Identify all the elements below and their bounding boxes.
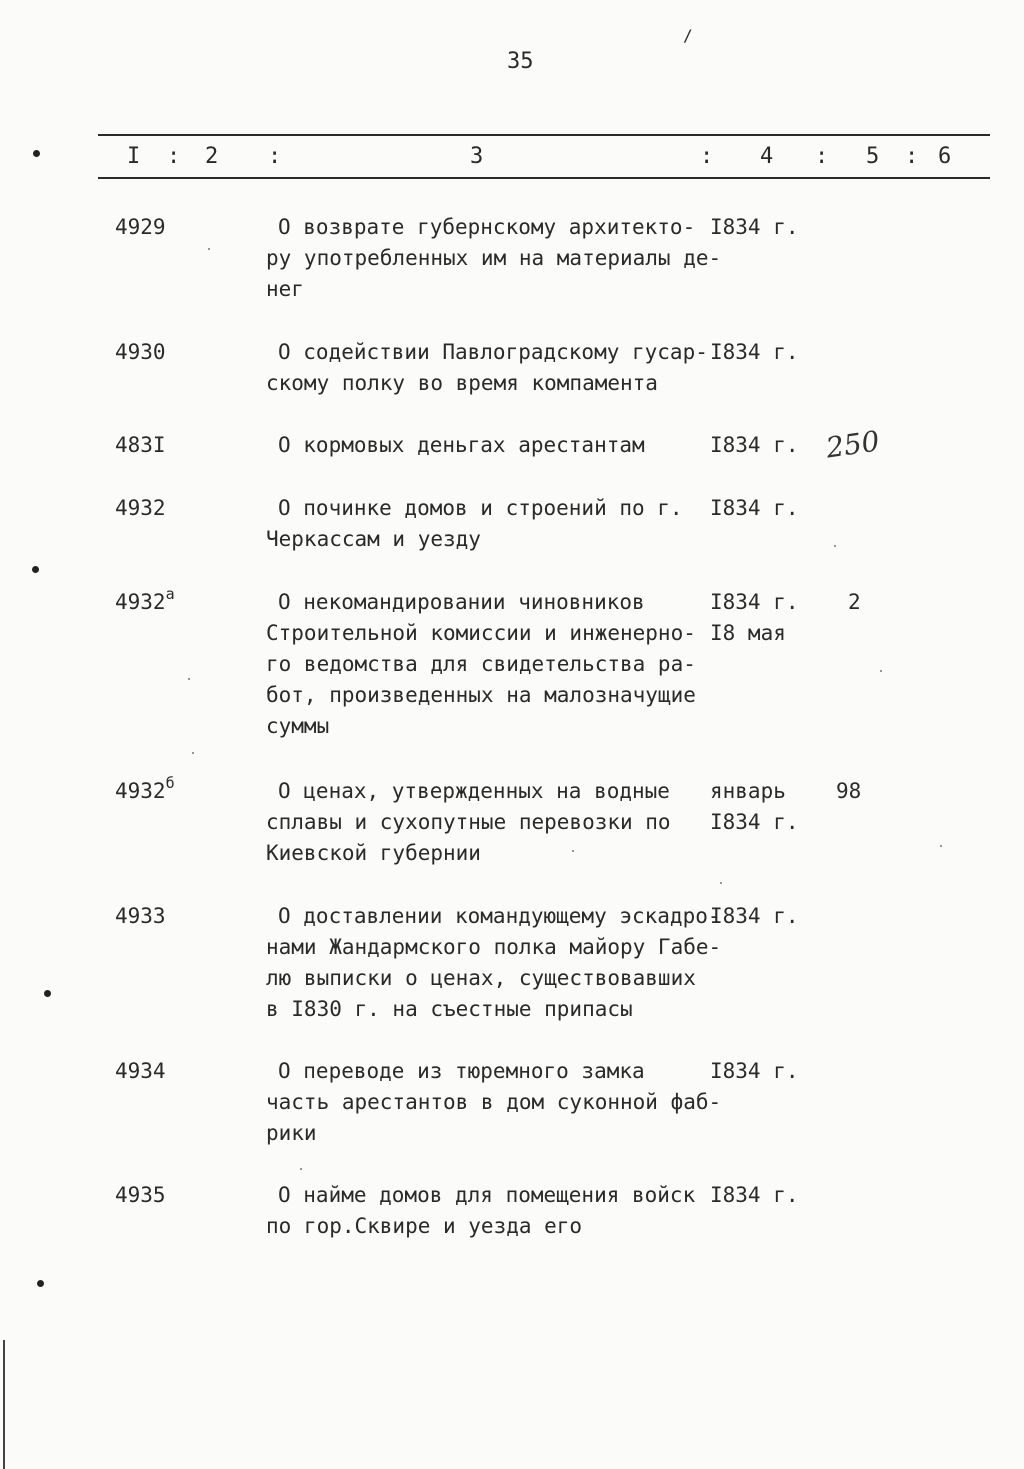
scan-speck <box>834 545 836 547</box>
col-sep-5: : <box>905 144 919 169</box>
record-date <box>710 1180 799 1211</box>
scan-speck <box>192 752 194 754</box>
description-line: ру употребленных им на материалы де- <box>266 246 722 270</box>
description-line: нами Жандармского полка майору Габе- <box>266 935 722 959</box>
date-line: I8 мая <box>710 621 786 645</box>
col-3-label: 3 <box>470 144 484 169</box>
record-date <box>710 587 799 649</box>
binder-hole-dot <box>44 990 51 997</box>
scan-speck <box>188 678 190 680</box>
binder-hole-dot <box>32 566 39 573</box>
description-line: О некомандировании чиновников <box>278 590 645 614</box>
col-sep-4: : <box>815 144 829 169</box>
record-number: 4932 <box>115 496 166 520</box>
record-description <box>266 493 736 555</box>
col-2-label: 2 <box>205 144 219 169</box>
scan-speck <box>572 850 574 852</box>
description-line: О доставлении командующему эскадро- <box>278 904 721 928</box>
date-line: I834 г. <box>710 590 799 614</box>
header-top-rule <box>98 134 990 136</box>
scan-speck <box>208 248 210 250</box>
description-line: часть арестантов в дом суконной фаб- <box>266 1090 722 1114</box>
record-number-suffix: а <box>165 585 175 603</box>
scan-speck <box>940 845 942 847</box>
date-line: I834 г. <box>710 1183 799 1207</box>
date-line: I834 г. <box>710 496 799 520</box>
description-line: О содействии Павлоградскому гусар- <box>278 340 708 364</box>
record-description <box>266 1056 736 1149</box>
record-description <box>266 587 736 742</box>
description-line: О переводе из тюремного замка <box>278 1059 645 1083</box>
description-line: суммы <box>266 714 330 738</box>
date-line: I834 г. <box>710 904 799 928</box>
description-line: лю выписки о ценах, существовавших <box>266 966 696 990</box>
description-line: сплавы и сухопутные перевозки по <box>266 810 671 834</box>
description-line: О кормовых деньгах арестантам <box>278 433 645 457</box>
handwritten-note: 250 <box>823 424 882 465</box>
description-line: скому полку во время компамента <box>266 371 658 395</box>
record-number-suffix: б <box>165 774 175 792</box>
record-pages: 98 <box>836 779 862 803</box>
record-date <box>710 1056 799 1087</box>
date-line: I834 г. <box>710 810 799 834</box>
description-line: по гор.Сквире и уезда его <box>266 1214 583 1238</box>
scan-edge-line <box>3 1340 5 1469</box>
record-date <box>710 430 799 461</box>
col-4-label: 4 <box>760 144 774 169</box>
date-line: I834 г. <box>710 1059 799 1083</box>
description-line: Киевской губернии <box>266 841 481 865</box>
page-number: 35 <box>507 49 534 74</box>
record-number: 4933 <box>115 904 166 928</box>
record-number: 4935 <box>115 1183 166 1207</box>
date-line: I834 г. <box>710 340 799 364</box>
description-line: в I830 г. на съестные припасы <box>266 997 633 1021</box>
description-line: го ведомства для свидетельства ра- <box>266 652 696 676</box>
record-number: 483I <box>115 433 166 457</box>
record-number: $4932^а$ <box>115 585 175 614</box>
description-line: О возврате губернскому архитекто- <box>278 215 696 239</box>
description-line: нег <box>266 277 304 301</box>
record-number: 4929 <box>115 215 166 239</box>
description-line: рики <box>266 1121 317 1145</box>
col-1-label: I <box>127 144 141 169</box>
description-line: О ценах, утвержденных на водные <box>278 779 670 803</box>
col-6-label: 6 <box>938 144 952 169</box>
record-description <box>266 337 736 399</box>
col-sep-2: : <box>268 144 282 169</box>
record-date <box>710 212 799 243</box>
binder-hole-dot <box>37 1280 44 1287</box>
col-sep-3: : <box>700 144 714 169</box>
record-description <box>266 901 736 1025</box>
record-description <box>266 776 736 869</box>
corner-mark: / <box>683 26 693 45</box>
date-line: январь <box>710 779 786 803</box>
col-5-label: 5 <box>866 144 880 169</box>
date-line: I834 г. <box>710 433 799 457</box>
record-date <box>710 901 799 932</box>
record-number: 4934 <box>115 1059 166 1083</box>
record-description <box>266 212 736 305</box>
record-date <box>710 493 799 524</box>
binder-hole-dot <box>33 150 40 157</box>
scan-speck <box>720 882 722 884</box>
record-description <box>266 1180 736 1242</box>
date-line: I834 г. <box>710 215 799 239</box>
record-number: $4932^б$ <box>115 774 175 803</box>
col-sep-1: : <box>167 144 181 169</box>
scan-speck <box>880 670 882 672</box>
description-line: О починке домов и строений по г. <box>278 496 683 520</box>
description-line: бот, произведенных на малозначущие <box>266 683 696 707</box>
record-pages: 2 <box>848 590 861 614</box>
record-number: 4930 <box>115 340 166 364</box>
record-date <box>710 776 799 838</box>
description-line: Черкассам и уезду <box>266 527 481 551</box>
record-date <box>710 337 799 368</box>
description-line: О найме домов для помещения войск <box>278 1183 696 1207</box>
description-line: Строительной комиссии и инженерно- <box>266 621 696 645</box>
record-description <box>266 430 736 461</box>
header-bottom-rule <box>98 177 990 179</box>
scan-speck <box>300 1168 302 1170</box>
